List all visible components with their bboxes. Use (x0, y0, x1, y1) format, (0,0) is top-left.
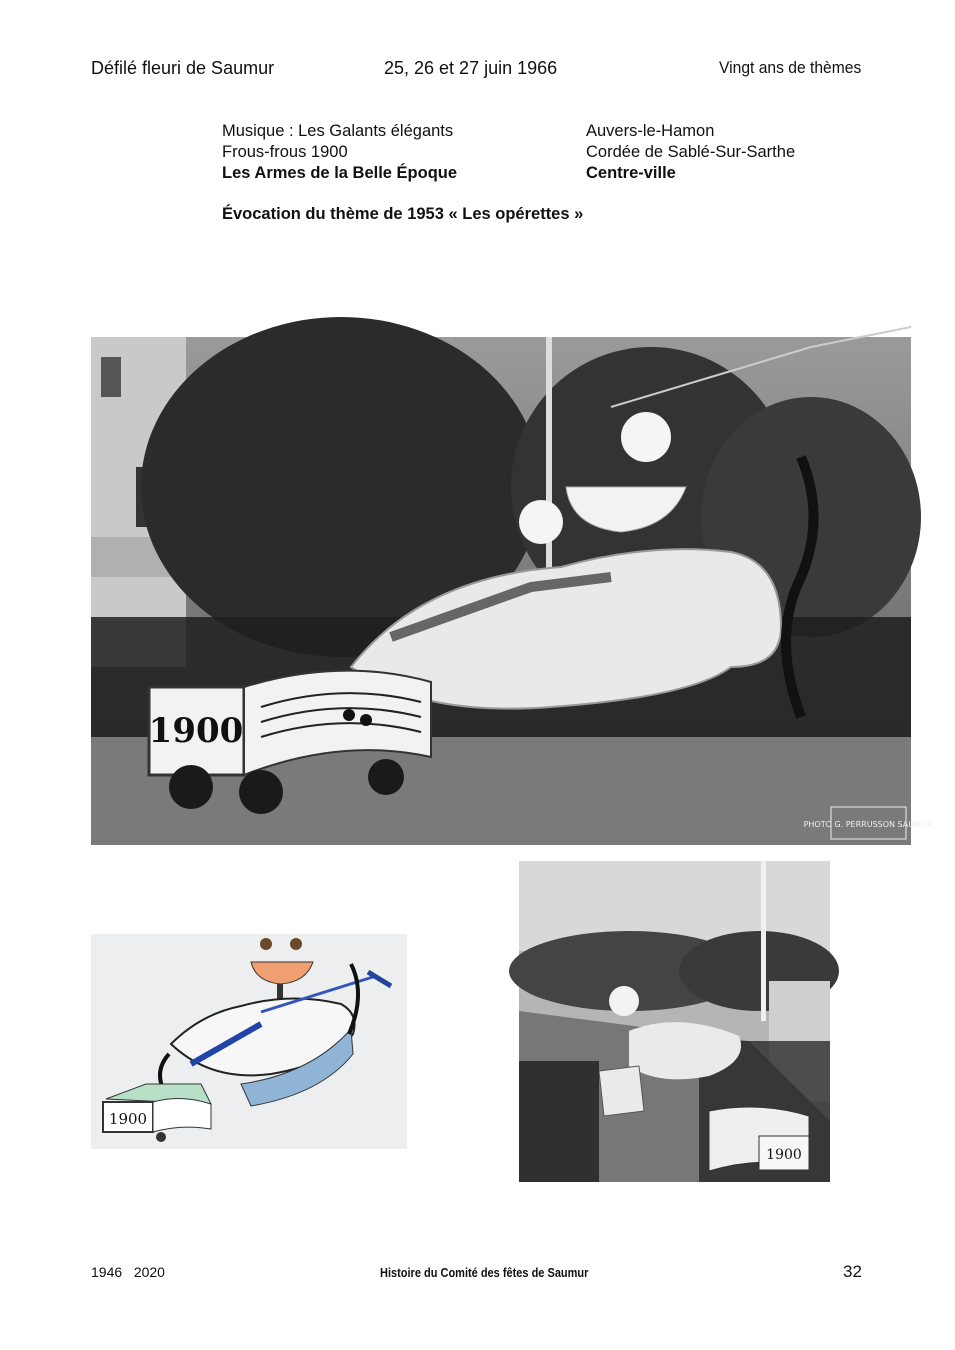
sketch-sign-1900: 1900 (108, 1110, 148, 1128)
float-info-left (222, 121, 457, 184)
float-sign-1900: 1900 (148, 711, 244, 751)
float-info-right (586, 121, 795, 184)
float-name-line: Frous-frous 1900 (222, 143, 348, 161)
header-title: Défilé fleuri de Saumur (91, 58, 275, 78)
float-sketch (91, 934, 407, 1149)
footer-title: Histoire du Comité des fêtes de Saumur (380, 1266, 589, 1280)
sponsor-line: Les Armes de la Belle Époque (222, 164, 458, 182)
footer-years: 1946 2020 (91, 1264, 165, 1280)
page-number: 32 (843, 1262, 862, 1281)
main-float-photo (91, 337, 933, 845)
builder-line: Cordée de Sablé-Sur-Sarthe (586, 143, 796, 161)
district-line: Centre-ville (586, 164, 676, 182)
photo-stamp: PHOTO G. PERRUSSON SAUMUR (803, 820, 933, 829)
town-line: Auvers-le-Hamon (586, 122, 715, 140)
parade-sign-1900: 1900 (766, 1147, 802, 1163)
evocation-line: Évocation du thème de 1953 « Les opérettes » (222, 205, 584, 223)
parade-photo (519, 861, 830, 1182)
music-line: Musique : Les Galants élégants (222, 122, 454, 140)
header-subtitle: Vingt ans de thèmes (719, 58, 862, 77)
header-dates: 25, 26 et 27 juin 1966 (384, 58, 558, 78)
